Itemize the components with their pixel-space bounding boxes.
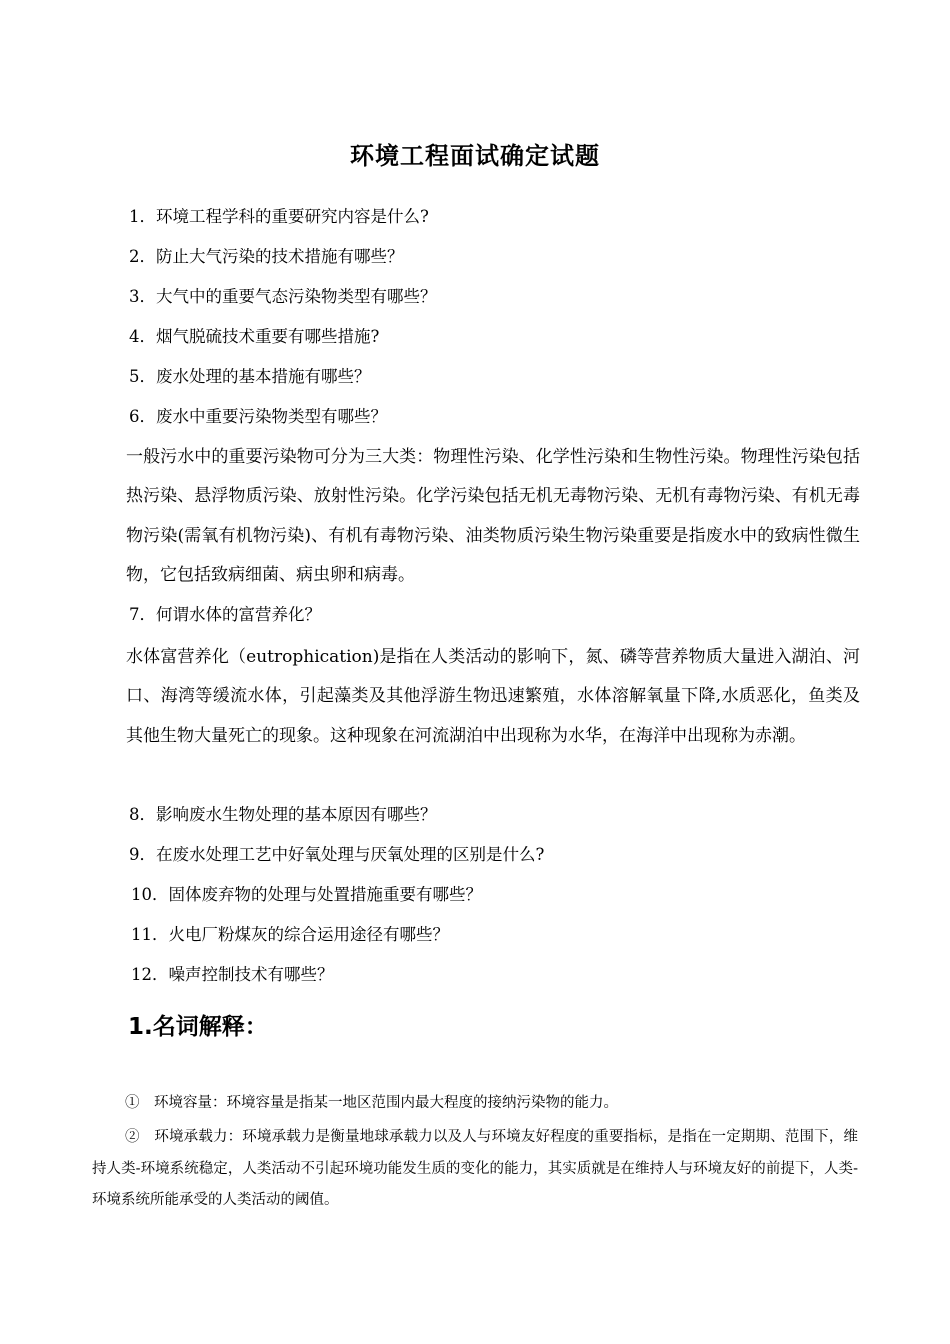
question-4: 4．烟气脱硫技术重要有哪些措施? — [129, 327, 380, 346]
question-10: 10．固体废弃物的处理与处置措施重要有哪些？ — [131, 885, 482, 904]
document-title: 环境工程面试确定试题 — [350, 141, 600, 170]
section-heading: 1.名词解释： — [128, 1014, 268, 1040]
term-definition: ① 环境容量：环境容量是指某一地区范围内最大程度的接纳污染物的能力。 — [125, 1095, 618, 1111]
question-1: 1．环境工程学科的重要研究内容是什么? — [129, 207, 429, 226]
answer-6-paragraph: 一般污水中的重要污染物可分为三大类：物理性污染、化学性污染和生物性污染。物理性污染包括热污染、悬浮物质污染、放射性污染。化学污染包括无机无毒物污染、无机有毒物污染、有机无毒物污染(需氧有机物污染)、有机有毒物污染、油类物质污染生物污染重要是指废水中的致病性微生物，它包括致病细菌、病虫卵和病毒。 — [126, 447, 860, 586]
term-definition: ② 环境承载力：环境承载力是衡量地球承载力以及人与环境友好程度的重要指标，是指在一定期期、范围下，维持人类-环境系统稳定，人类活动不引起环境功能发生质的变化的能力，其实质就是在维持人与环境友好的前提下，人类-环境系统所能承受的人类活动的阈值。 — [92, 1129, 858, 1208]
question-9: 9．在废水处理工艺中好氧处理与厌氧处理的区别是什么? — [129, 845, 545, 864]
question-12: 12．噪声控制技术有哪些？ — [131, 965, 334, 984]
question-11: 11．火电厂粉煤灰的综合运用途径有哪些？ — [131, 925, 449, 944]
answer-7-paragraph: 水体富营养化（eutrophication)是指在人类活动的影响下，氮、磷等营养物质大量进入湖泊、河口、海湾等缓流水体，引起藻类及其他浮游生物迅速繁殖，水体溶解氧量下降,水质恶化，鱼类及其他生物大量死亡的现象。这种现象在河流湖泊中出现称为水华，在海洋中出现称为赤潮。 — [126, 647, 860, 746]
question-5: 5．废水处理的基本措施有哪些？ — [129, 367, 371, 386]
question-3: 3．大气中的重要气态污染物类型有哪些？ — [129, 287, 437, 306]
question-7: 7．何谓水体的富营养化？ — [129, 605, 321, 624]
question-2: 2．防止大气污染的技术措施有哪些？ — [129, 247, 404, 266]
question-8: 8．影响废水生物处理的基本原因有哪些？ — [129, 805, 437, 824]
question-6: 6．废水中重要污染物类型有哪些？ — [129, 407, 387, 426]
